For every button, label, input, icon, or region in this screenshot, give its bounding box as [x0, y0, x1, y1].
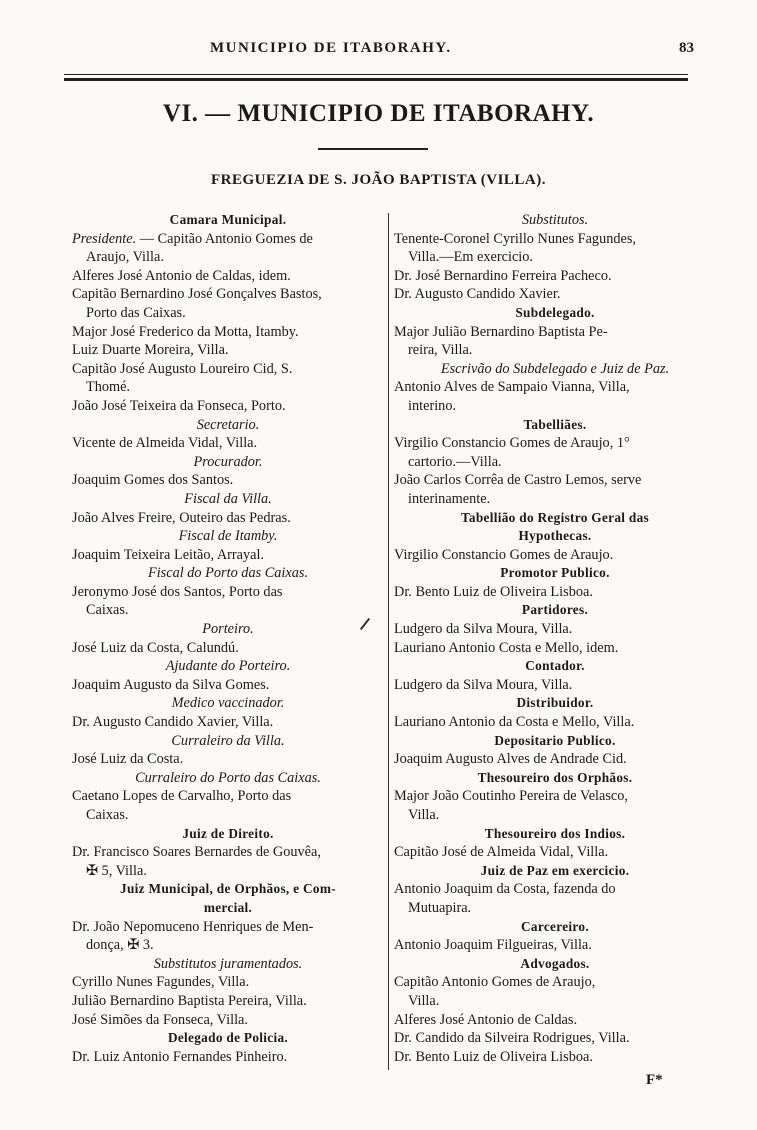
list-item: Villa.: [408, 992, 440, 1009]
list-item: João Carlos Corrêa de Castro Lemos, serve: [394, 472, 642, 489]
list-item: Tenente-Coronel Cyrillo Nunes Fagundes,: [394, 230, 636, 247]
heading-tabelliao-registro: Tabellião do Registro Geral das: [460, 509, 650, 525]
page-number: 83: [679, 40, 694, 56]
heading-contador: Contador.: [525, 658, 585, 674]
header-rule-thin: [64, 74, 688, 75]
list-item: Dr. Augusto Candido Xavier, Villa.: [72, 714, 274, 731]
list-item: Lauriano Antonio Costa e Mello, idem.: [394, 639, 619, 656]
presidente-line: [72, 230, 384, 249]
list-item: Joaquim Augusto Alves de Andrade Cid.: [394, 751, 627, 768]
list-item: Araujo, Villa.: [86, 249, 164, 266]
right-column: [394, 211, 716, 1066]
heading-depositario: Depositario Publico.: [494, 732, 616, 748]
list-item: Joaquim Gomes dos Santos.: [72, 472, 234, 489]
title-divider: [318, 148, 428, 150]
list-item: João Alves Freire, Outeiro das Pedras.: [72, 509, 291, 526]
heading-partidores: Partidores.: [521, 602, 589, 618]
list-item: Joaquim Teixeira Leitão, Arrayal.: [72, 546, 265, 563]
list-item: Lauriano Antonio da Costa e Mello, Villa.: [394, 714, 635, 731]
heading-juiz-municipal-cont: mercial.: [203, 899, 253, 915]
list-item: Capitão José de Almeida Vidal, Villa.: [394, 844, 609, 861]
list-item: Porto das Caixas.: [86, 304, 186, 321]
subheading-ajudante: Ajudante do Porteiro.: [165, 658, 291, 675]
heading-thesoureiro-orphaos: Thesoureiro dos Orphãos.: [477, 769, 633, 785]
list-item: Dr. Candido da Silveira Rodrigues, Villa.: [394, 1030, 630, 1047]
heading-promotor: Promotor Publico.: [500, 565, 610, 581]
list-item: Virgilio Constancio Gomes de Araujo.: [394, 546, 614, 563]
list-item: Dr. Bento Luiz de Oliveira Lisboa.: [394, 1048, 593, 1065]
heading-subdelegado: Subdelegado.: [515, 304, 595, 320]
list-item: Caetano Lopes de Carvalho, Porto das: [72, 788, 292, 805]
list-item: cartorio.—Villa.: [408, 453, 502, 470]
subheading-curraleiro-villa: Curraleiro da Villa.: [171, 732, 285, 749]
heading-tabelliao-registro-cont: Hypothecas.: [518, 528, 592, 544]
list-item: Dr. José Bernardino Ferreira Pacheco.: [394, 267, 612, 284]
column-divider: [388, 213, 389, 1070]
subheading-fiscal-porto: Fiscal do Porto das Caixas.: [147, 565, 309, 582]
list-item: Major João Coutinho Pereira de Velasco,: [394, 788, 628, 805]
subheading-escrivao: Escrivão do Subdelegado e Juiz de Paz.: [440, 360, 670, 377]
subheading-medico: Medico vaccinador.: [171, 695, 285, 712]
list-item: reira, Villa.: [408, 342, 473, 359]
list-item: Luiz Duarte Moreira, Villa.: [72, 342, 229, 359]
list-item: Dr. Bento Luiz de Oliveira Lisboa.: [394, 583, 593, 600]
list-item: Thomé.: [86, 379, 131, 396]
running-title: MUNICIPIO DE ITABORAHY.: [210, 40, 452, 56]
list-item: interinamente.: [408, 490, 491, 507]
subheading-secretario: Secretario.: [196, 416, 260, 433]
list-item: Vicente de Almeida Vidal, Villa.: [72, 435, 258, 452]
list-item: Joaquim Augusto da Silva Gomes.: [72, 676, 270, 693]
heading-juiz-municipal: Juiz Municipal, de Orphãos, e Com-: [120, 881, 336, 897]
subheading-curraleiro-porto: Curraleiro do Porto das Caixas.: [135, 769, 321, 786]
subheading-substitutos-juramentados: Substitutos juramentados.: [153, 955, 303, 972]
list-item: José Luiz da Costa.: [72, 751, 184, 768]
list-item: Capitão Bernardino José Gonçalves Bastos,: [72, 286, 322, 303]
list-item: donça, ✠ 3.: [86, 937, 154, 954]
list-item: Capitão Antonio Gomes de Araujo,: [394, 974, 596, 991]
subheading-fiscal-itamby: Fiscal de Itamby.: [178, 528, 278, 545]
heading-thesoureiro-indios: Thesoureiro dos Indios.: [484, 825, 626, 841]
list-item: Capitão José Augusto Loureiro Cid, S.: [72, 360, 293, 377]
heading-delegado: Delegado de Policia.: [167, 1030, 289, 1046]
list-item: Ludgero da Silva Moura, Villa.: [394, 621, 573, 638]
list-item: Antonio Alves de Sampaio Vianna, Villa,: [394, 379, 630, 396]
header-rule-thick: [64, 78, 688, 81]
signature-mark: F*: [646, 1072, 663, 1088]
heading-juiz-paz: Juiz de Paz em exercicio.: [480, 862, 630, 878]
list-item: Dr. João Nepomuceno Henriques de Men-: [72, 918, 314, 935]
heading-camara: Camara Municipal.: [169, 212, 287, 227]
left-column: [72, 211, 384, 1066]
presidente-label: Presidente.: [72, 230, 137, 247]
list-item: Caixas.: [86, 807, 129, 823]
page-title: VI. — MUNICIPIO DE ITABORAHY.: [162, 100, 595, 127]
subheading-substitutos: Substitutos.: [521, 212, 589, 228]
section-title: FREGUEZIA DE S. JOÃO BAPTISTA (VILLA).: [210, 172, 547, 188]
list-item: Jeronymo José dos Santos, Porto das: [72, 583, 283, 600]
list-item: Dr. Augusto Candido Xavier.: [394, 286, 561, 303]
presidente-text: — Capitão Antonio Gomes de: [136, 230, 313, 247]
heading-tabelliaes: Tabelliães.: [523, 416, 587, 432]
list-item: José Luiz da Costa, Calundú.: [72, 639, 239, 656]
heading-carcereiro: Carcereiro.: [521, 918, 589, 934]
subheading-porteiro: Porteiro.: [202, 621, 254, 638]
list-item: Virgilio Constancio Gomes de Araujo, 1°: [394, 435, 630, 452]
list-item: Major Julião Bernardino Baptista Pe-: [394, 323, 608, 340]
list-item: Villa.: [408, 807, 440, 823]
list-item: Caixas.: [86, 602, 129, 619]
list-item: Alferes José Antonio de Caldas, idem.: [72, 267, 291, 284]
list-item: Cyrillo Nunes Fagundes, Villa.: [72, 974, 250, 991]
list-item: Dr. Luiz Antonio Fernandes Pinheiro.: [72, 1048, 288, 1065]
heading-juiz-direito: Juiz de Direito.: [182, 825, 274, 841]
list-item: Antonio Joaquim da Costa, fazenda do: [394, 881, 616, 898]
list-item: Major José Frederico da Motta, Itamby.: [72, 323, 299, 340]
list-item: Villa.—Em exercicio.: [408, 249, 533, 266]
list-item: Antonio Joaquim Filgueiras, Villa.: [394, 937, 592, 954]
subheading-procurador: Procurador.: [193, 453, 263, 470]
list-item: João José Teixeira da Fonseca, Porto.: [72, 397, 286, 414]
list-item: ✠ 5, Villa.: [86, 862, 147, 879]
list-item: José Simões da Fonseca, Villa.: [72, 1011, 248, 1028]
list-item: Dr. Francisco Soares Bernardes de Gouvêa,: [72, 844, 321, 861]
list-item: Julião Bernardino Baptista Pereira, Villa.: [72, 992, 307, 1009]
subheading-fiscal-villa: Fiscal da Villa.: [184, 490, 272, 507]
list-item: Alferes José Antonio de Caldas.: [394, 1011, 578, 1028]
list-item: interino.: [408, 397, 457, 414]
heading-advogados: Advogados.: [520, 955, 590, 971]
heading-distribuidor: Distribuidor.: [516, 695, 594, 711]
list-item: Ludgero da Silva Moura, Villa.: [394, 676, 573, 693]
list-item: Mutuapira.: [408, 899, 472, 916]
running-head: [0, 40, 757, 64]
